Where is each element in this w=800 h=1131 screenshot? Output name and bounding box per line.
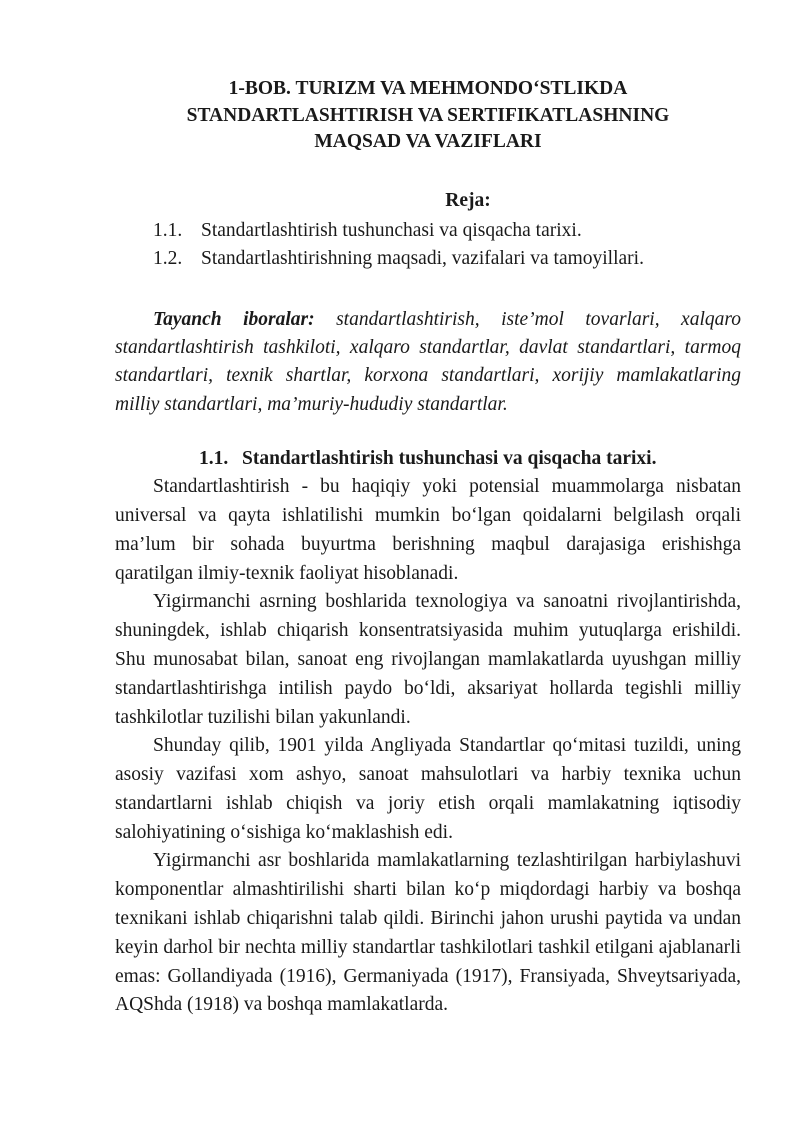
keywords-label: Tayanch iboralar: [153,308,315,330]
document-page [115,0,741,1020]
chapter-title [115,76,741,156]
plan-item-number: 1.2. [153,247,183,269]
plan-item [115,245,741,273]
chapter-title-line: STANDARTLASHTIRISH VA SERTIFIKATLASHNING [186,104,670,126]
body-paragraph: Yigirmanchi asr boshlarida mamlakatlarning tezlashtirilgan harbiylashuvi komponentlar almashtirilishi sharti bilan ko‘p miqdordagi harbiy va boshqa texnikani ishlab chiqarishni talab qildi. Birinchi jahon urushi paytida va undan keyin darhol bir nechta milliy standartlar tashkilotlari tashkil etilgani ajablanarli emas: Gollandiyada (1916), Germaniyada (1917), Fransiyada, Shveytsariyada, AQShda (1918) va boshqa mamlakatlarda. [115,850,741,1016]
section-title: Standartlashtirish tushunchasi va qisqacha tarixi. [242,448,657,470]
chapter-title-line: MAQSAD VA VAZIFLARI [314,131,542,152]
keywords-paragraph [115,306,741,420]
chapter-title-line: 1-BOB. TURIZM VA MEHMONDO‘STLIKDA [228,78,628,99]
plan-item [115,217,741,245]
body-paragraph: Standartlashtirish - bu haqiqiy yoki potensial muammolarga nisbatan universal va qayta ishlatilishi mumkin bo‘lgan qoidalarni belgilash orqali ma’lum bir sohada buyurtma berishning maqbul darajasiga erishishga qaratilgan ilmiy-texnik faoliyat hisoblanadi. [115,476,741,584]
body-paragraph: Shunday qilib, 1901 yilda Angliyada Standartlar qo‘mitasi tuzildi, uning asosiy vazifasi xom ashyo, sanoat mahsulotlari va harbiy texnika uchun standartlarni ishlab chiqish va joriy etish orqali mamlakatning iqtisodiy salohiyatining o‘sishiga ko‘maklashish edi. [115,735,741,843]
plan-item-text: Standartlashtirishning maqsadi, vazifalari va tamoyillari. [201,247,644,269]
plan-heading: Reja: [445,189,491,211]
section-heading [115,445,741,473]
plan-list [115,217,741,273]
section-number: 1.1. [199,448,229,470]
plan-item-text: Standartlashtirish tushunchasi va qisqacha tarixi. [201,219,582,241]
plan-item-number: 1.1. [153,219,183,241]
body-paragraph: Yigirmanchi asrning boshlarida texnologiya va sanoatni rivojlantirishda, shuningdek, ishlab chiqarish konsentratsiyasida muhim yutuqlarga erishildi. Shu munosabat bilan, sanoat eng rivojlangan mamlakatlarda uyushgan milliy standartlashtirishga intilish paydo bo‘ldi, aksariyat hollarda tegishli milliy tashkilotlar tuzilishi bilan yakunlandi. [115,591,741,728]
keywords-text: standartlashtirish, iste’mol tovarlari, xalqaro standartlashtirish tashkiloti, xalqaro standartlar, davlat standartlari, tarmoq standartlari, texnik shartlar, korxona standartlari, xorijiy mamlakatlaring milliy standartlari, ma’muriy-hududiy standartlar. [115,308,741,415]
